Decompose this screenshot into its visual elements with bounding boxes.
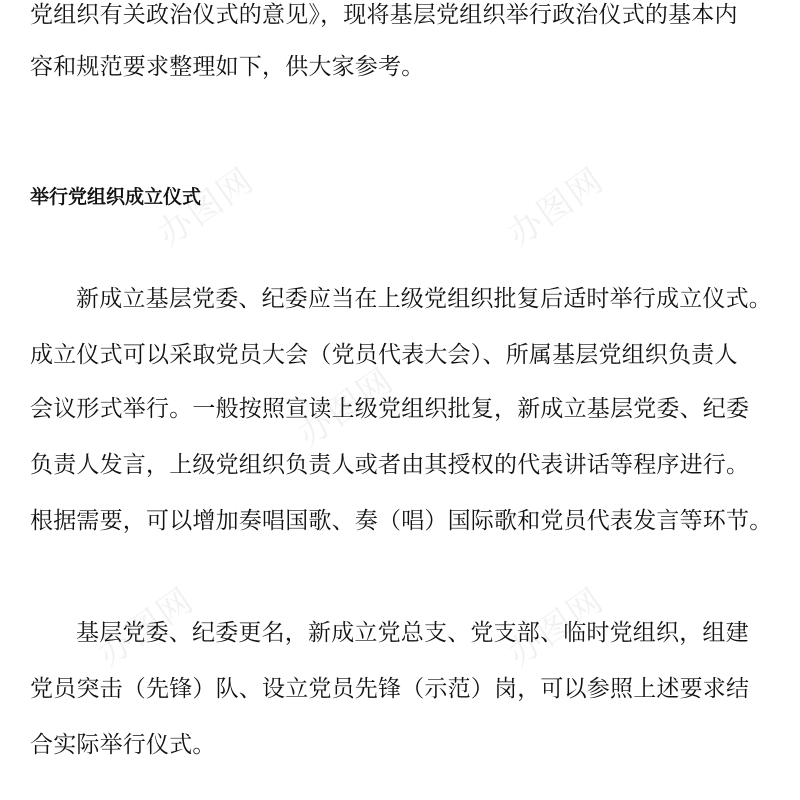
paragraph-line: 党员突击（先锋）队、设立党员先锋（示范）岗，可以参照上述要求结: [30, 676, 750, 702]
watermark: 办图网: [90, 580, 202, 675]
paragraph-line: 新成立基层党委、纪委应当在上级党组织批复后适时举行成立仪式。: [76, 286, 772, 312]
section-heading: 举行党组织成立仪式: [30, 186, 202, 208]
paragraph-line: 成立仪式可以采取党员大会（党员代表大会）、所属基层党组织负责人: [30, 342, 738, 368]
watermark: 办图网: [500, 160, 612, 255]
watermark: 办图网: [500, 580, 612, 675]
paragraph-line: 根据需要，可以增加奏唱国歌、奏（唱）国际歌和党员代表发言等环节。: [30, 508, 773, 534]
intro-line: 党组织有关政治仪式的意见》，现将基层党组织举行政治仪式的基本内: [30, 2, 738, 28]
watermark: 办图网: [290, 360, 402, 455]
paragraph-line: 负责人发言，上级党组织负责人或者由其授权的代表讲话等程序进行。: [30, 452, 750, 478]
intro-line: 容和规范要求整理如下，供大家参考。: [30, 54, 425, 80]
watermark: 办图网: [150, 160, 262, 255]
paragraph-line: 基层党委、纪委更名，新成立党总支、党支部、临时党组织，组建: [76, 620, 749, 646]
paragraph-line: 会议形式举行。一般按照宣读上级党组织批复，新成立基层党委、纪委: [30, 396, 750, 422]
paragraph-line: 合实际举行仪式。: [30, 732, 216, 758]
